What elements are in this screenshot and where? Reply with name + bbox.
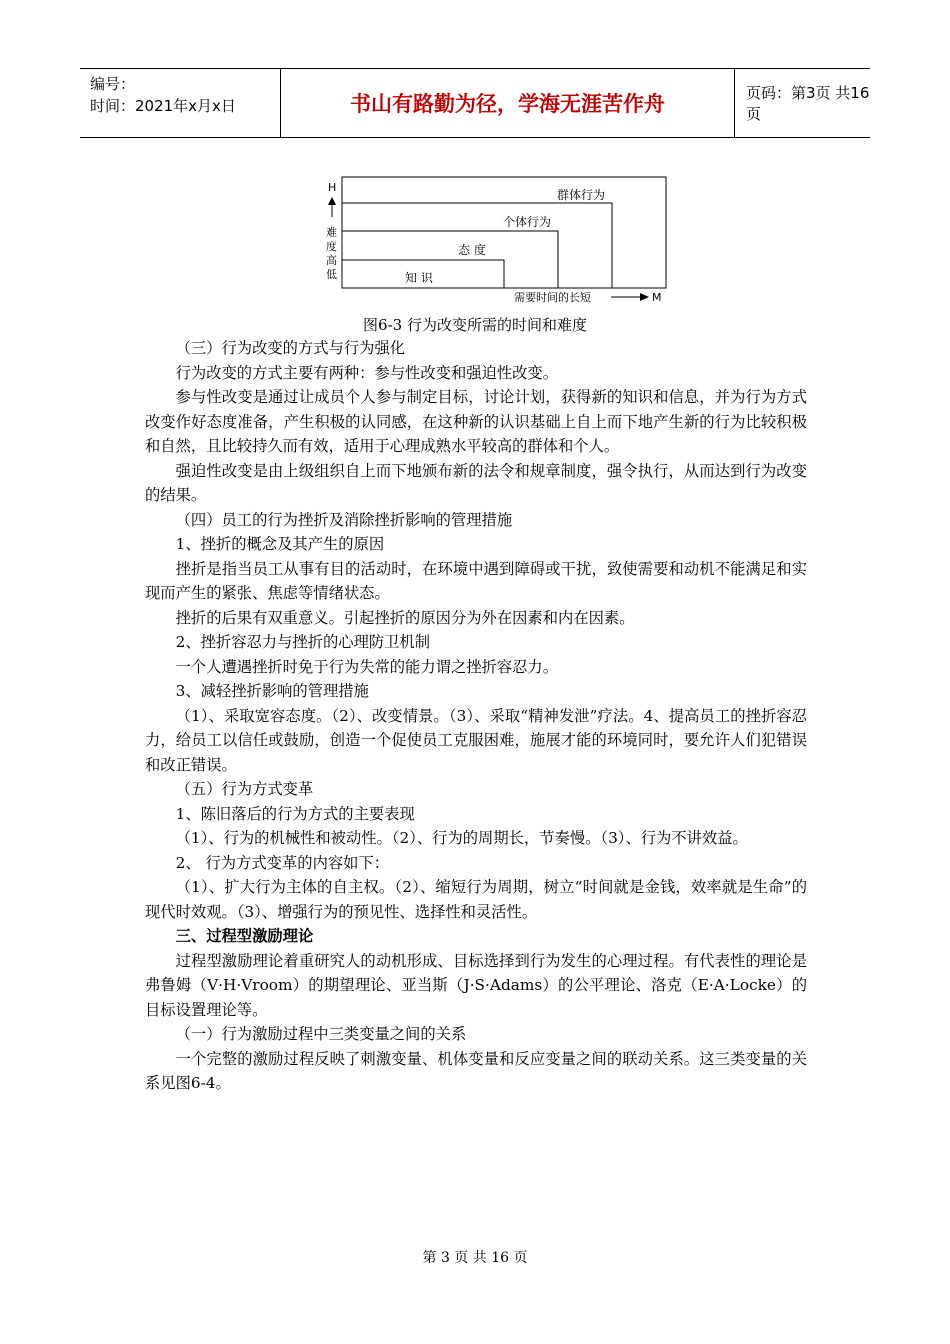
paragraph: 一个人遭遇挫折时免于行为失常的能力谓之挫折容忍力。 [175, 657, 559, 676]
y-char-4: 低 [326, 268, 337, 281]
header-motto: 书山有路勤为径，学海无涯苦作舟 [281, 69, 735, 137]
paragraph: 一个完整的激励过程反映了刺激变量、机体变量和反应变量之间的联动关系。这三类变量的关系见图6-4。 [145, 1049, 807, 1092]
y-char-1: 难 [326, 226, 337, 239]
paragraph: 3、减轻挫折影响的管理措施 [175, 682, 369, 700]
step-label-attitude: 态 度 [458, 243, 486, 257]
section-heading: 三、过程型激励理论 [175, 927, 314, 945]
difficulty-time-diagram [320, 172, 680, 308]
page-header [80, 68, 870, 138]
paragraph: （1）、采取宽容态度。（2）、改变情景。（3）、采取“精神发泄”疗法。4、提高员工的挫折容忍力，给员工以信任或鼓励，创造一个促使员工克服困难，施展才能的环境同时，要允许人们犯错误和改正错误。 [145, 706, 807, 774]
y-char-3: 高 [326, 254, 337, 267]
paragraph: （四）员工的行为挫折及消除挫折影响的管理措施 [175, 510, 513, 529]
paragraph: （1）、行为的机械性和被动性。（2）、行为的周期长，节奏慢。（3）、行为不讲效益。 [175, 829, 748, 847]
paragraph: 挫折是指当员工从事有目的活动时，在环境中遇到障碍或干扰，致使需要和动机不能满足和实现而产生的紧张、焦虑等情绪状态。 [145, 559, 807, 602]
x-arrow-head [640, 293, 649, 301]
header-left-cell [80, 69, 281, 137]
paragraph: 参与性改变是通过让成员个人参与制定目标，讨论计划，获得新的知识和信息，并为行为方式改变作好态度准备，产生积极的认同感，在这种新的认识基础上自上而下地产生新的行为比较积极和自然，且比较持久而有效，适用于心理成熟水平较高的群体和个人。 [145, 388, 807, 455]
paragraph: 1、陈旧落后的行为方式的主要表现 [175, 804, 415, 823]
paragraph: 行为改变的方式主要有两种：参与性改变和强迫性改变。 [175, 363, 559, 382]
y-char-2: 度 [326, 240, 337, 253]
paragraph: 强迫性改变是由上级组织自上而下地颁布新的法令和规章制度，强令执行，从而达到行为改变的结果。 [145, 461, 807, 504]
step-label-group: 群体行为 [557, 188, 606, 202]
header-page-info: 页码：第3页 共16页 [746, 84, 870, 123]
figure-6-3 [320, 172, 680, 308]
x-end-label: M [652, 291, 662, 304]
date-label: 时间：2021年x月x日 [90, 97, 236, 115]
x-label: 需要时间的长短 [514, 291, 591, 304]
page-footer: 第 3 页 共 16 页 [422, 1250, 528, 1266]
y-top-label: H [328, 181, 337, 194]
paragraph: （五）行为方式变革 [175, 780, 314, 798]
y-arrow-head [328, 197, 336, 205]
paragraph: （三）行为改变的方式与行为强化 [175, 339, 406, 357]
step-label-knowledge: 知 识 [405, 271, 433, 285]
paragraph: 2、 行为方式变革的内容如下： [175, 853, 390, 872]
figure-caption: 图6-3 行为改变所需的时间和难度 [363, 316, 587, 334]
number-label: 编号： [90, 75, 136, 93]
paragraph: 2、挫折容忍力与挫折的心理防卫机制 [175, 633, 431, 651]
paragraph: 过程型激励理论着重研究人的动机形成、目标选择到行为发生的心理过程。有代表性的理论是弗鲁姆（V·H·Vroom）的期望理论、亚当斯（J·S·Adams）的公平理论、洛克（E·A·Locke）的目标设置理论等。 [145, 951, 807, 1019]
body-text [145, 336, 807, 1096]
step-label-individual: 个体行为 [503, 215, 552, 229]
paragraph: 挫折的后果有双重意义。引起挫折的原因分为外在因素和内在因素。 [175, 608, 635, 627]
paragraph: 1、挫折的概念及其产生的原因 [175, 535, 385, 553]
paragraph: （1）、扩大行为主体的自主权。（2）、缩短行为周期，树立“时间就是金钱，效率就是生命”的现代时效观。（3）、增强行为的预见性、选择性和灵活性。 [145, 878, 807, 921]
paragraph: （一）行为激励过程中三类变量之间的关系 [175, 1025, 467, 1043]
